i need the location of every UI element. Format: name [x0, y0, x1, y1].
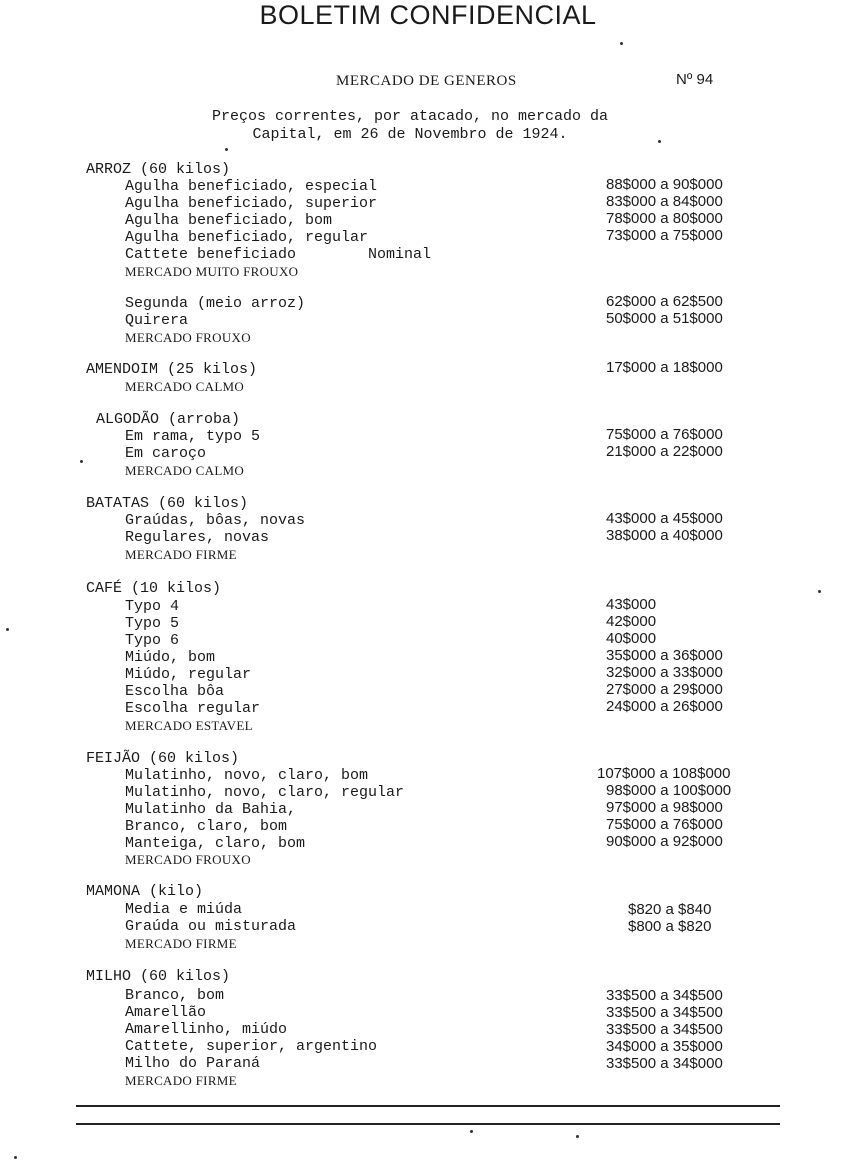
scan-speck: [6, 628, 9, 631]
item-price: 107$000 a 108$000: [597, 765, 731, 782]
scan-speck: [818, 590, 821, 593]
category-heading-arroz: ARROZ (60 kilos): [86, 161, 231, 178]
item-price: 97$000 a 98$000: [606, 799, 723, 816]
item-price: $800 a $820: [628, 918, 712, 935]
item-name: Miúdo, regular: [125, 666, 252, 683]
item-name: Graúdas, bôas, novas: [125, 512, 306, 529]
item-price: 33$500 a 34$000: [606, 1055, 723, 1072]
scan-speck: [225, 148, 228, 151]
category-heading-mamona: MAMONA (kilo): [86, 883, 204, 900]
item-name: Mulatinho, novo, claro, bom: [125, 767, 369, 784]
intro-line-2: Capital, em 26 de Novembro de 1924.: [252, 126, 568, 143]
bottom-rule-1: [76, 1105, 780, 1107]
item-name: Segunda (meio arroz): [125, 295, 306, 312]
item-name: Manteiga, claro, bom: [125, 835, 306, 852]
category-heading-batatas: BATATAS (60 kilos): [86, 495, 249, 512]
market-status: MERCADO CALMO: [125, 463, 245, 478]
item-name: Agulha beneficiado, regular: [125, 229, 369, 246]
bottom-rule-2: [76, 1123, 780, 1125]
item-price: 33$500 a 34$500: [606, 987, 723, 1004]
item-price: 24$000 a 26$000: [606, 698, 723, 715]
market-status: MERCADO FROUXO: [125, 852, 251, 867]
market-status: MERCADO ESTAVEL: [125, 718, 253, 733]
item-price: 33$500 a 34$500: [606, 1021, 723, 1038]
item-price: 35$000 a 36$000: [606, 647, 723, 664]
item-price: 98$000 a 100$000: [606, 782, 732, 799]
item-price: 17$000 a 18$000: [606, 359, 723, 376]
item-name: Milho do Paraná: [125, 1055, 261, 1072]
item-price: 40$000: [606, 630, 657, 647]
market-status: MERCADO FIRME: [125, 1073, 237, 1088]
category-heading-algodao: ALGODÃO (arroba): [96, 411, 241, 428]
item-price: 33$500 a 34$500: [606, 1004, 723, 1021]
market-status: MERCADO CALMO: [125, 379, 245, 394]
scan-speck: [470, 1130, 473, 1133]
item-name: Agulha beneficiado, bom: [125, 212, 333, 229]
item-name: Em rama, typo 5: [125, 428, 261, 445]
market-status: MERCADO MUITO FROUXO: [125, 264, 299, 279]
item-price: 78$000 a 80$000: [606, 210, 723, 227]
item-name: Media e miúda: [125, 901, 243, 918]
category-heading-cafe: CAFÉ (10 kilos): [86, 580, 222, 597]
item-name: Branco, claro, bom: [125, 818, 288, 835]
item-price: 73$000 a 75$000: [606, 227, 723, 244]
item-price: 21$000 a 22$000: [606, 443, 723, 460]
item-name: Branco, bom: [125, 987, 225, 1004]
item-name: Amarellão: [125, 1004, 207, 1021]
intro-text: [150, 108, 670, 144]
item-name: Mulatinho da Bahia,: [125, 801, 297, 818]
scan-speck: [620, 42, 623, 45]
item-name: Amarellinho, miúdo: [125, 1021, 288, 1038]
item-name: Cattete, superior, argentino: [125, 1038, 378, 1055]
category-heading-feijao: FEIJÃO (60 kilos): [86, 750, 240, 767]
item-price: 43$000: [606, 596, 657, 613]
item-price: 42$000: [606, 613, 657, 630]
market-status: MERCADO FIRME: [125, 547, 237, 562]
item-name: Em caroço: [125, 445, 207, 462]
document-title: BOLETIM CONFIDENCIAL: [259, 0, 597, 30]
item-name: Typo 5: [125, 615, 180, 632]
scan-speck: [576, 1135, 579, 1138]
item-price: 34$000 a 35$000: [606, 1038, 723, 1055]
item-name: Agulha beneficiado, superior: [125, 195, 378, 212]
item-price: $820 a $840: [628, 901, 712, 918]
item-price: 43$000 a 45$000: [606, 510, 723, 527]
scan-speck: [80, 460, 83, 463]
item-name: Typo 6: [125, 632, 180, 649]
item-name: Typo 4: [125, 598, 180, 615]
item-price: 88$000 a 90$000: [606, 176, 723, 193]
item-price: 62$000 a 62$500: [606, 293, 723, 310]
section-subtitle: MERCADO DE GENEROS: [336, 73, 517, 89]
item-name: Miúdo, bom: [125, 649, 216, 666]
item-price: 27$000 a 29$000: [606, 681, 723, 698]
market-status: MERCADO FIRME: [125, 936, 237, 951]
item-price: 32$000 a 33$000: [606, 664, 723, 681]
item-price: 75$000 a 76$000: [606, 426, 723, 443]
category-heading-amendoim: AMENDOIM (25 kilos): [86, 361, 258, 378]
intro-line-1: Preços correntes, por atacado, no mercado da: [211, 108, 609, 125]
item-price: 50$000 a 51$000: [606, 310, 723, 327]
item-price: 38$000 a 40$000: [606, 527, 723, 544]
item-price: 90$000 a 92$000: [606, 833, 723, 850]
bulletin-number: Nº 94: [676, 71, 714, 88]
item-name: Agulha beneficiado, especial: [125, 178, 378, 195]
item-price: 83$000 a 84$000: [606, 193, 723, 210]
scan-speck: [14, 1156, 17, 1159]
item-name: Escolha regular: [125, 700, 261, 717]
item-price: 75$000 a 76$000: [606, 816, 723, 833]
scan-speck: [658, 140, 661, 143]
category-heading-milho: MILHO (60 kilos): [86, 968, 231, 985]
item-name: Cattete beneficiado Nominal: [125, 246, 432, 263]
item-name: Regulares, novas: [125, 529, 270, 546]
market-status: MERCADO FROUXO: [125, 330, 251, 345]
item-name: Graúda ou misturada: [125, 918, 297, 935]
item-name: Escolha bôa: [125, 683, 225, 700]
item-name: Mulatinho, novo, claro, regular: [125, 784, 405, 801]
item-name: Quirera: [125, 312, 189, 329]
